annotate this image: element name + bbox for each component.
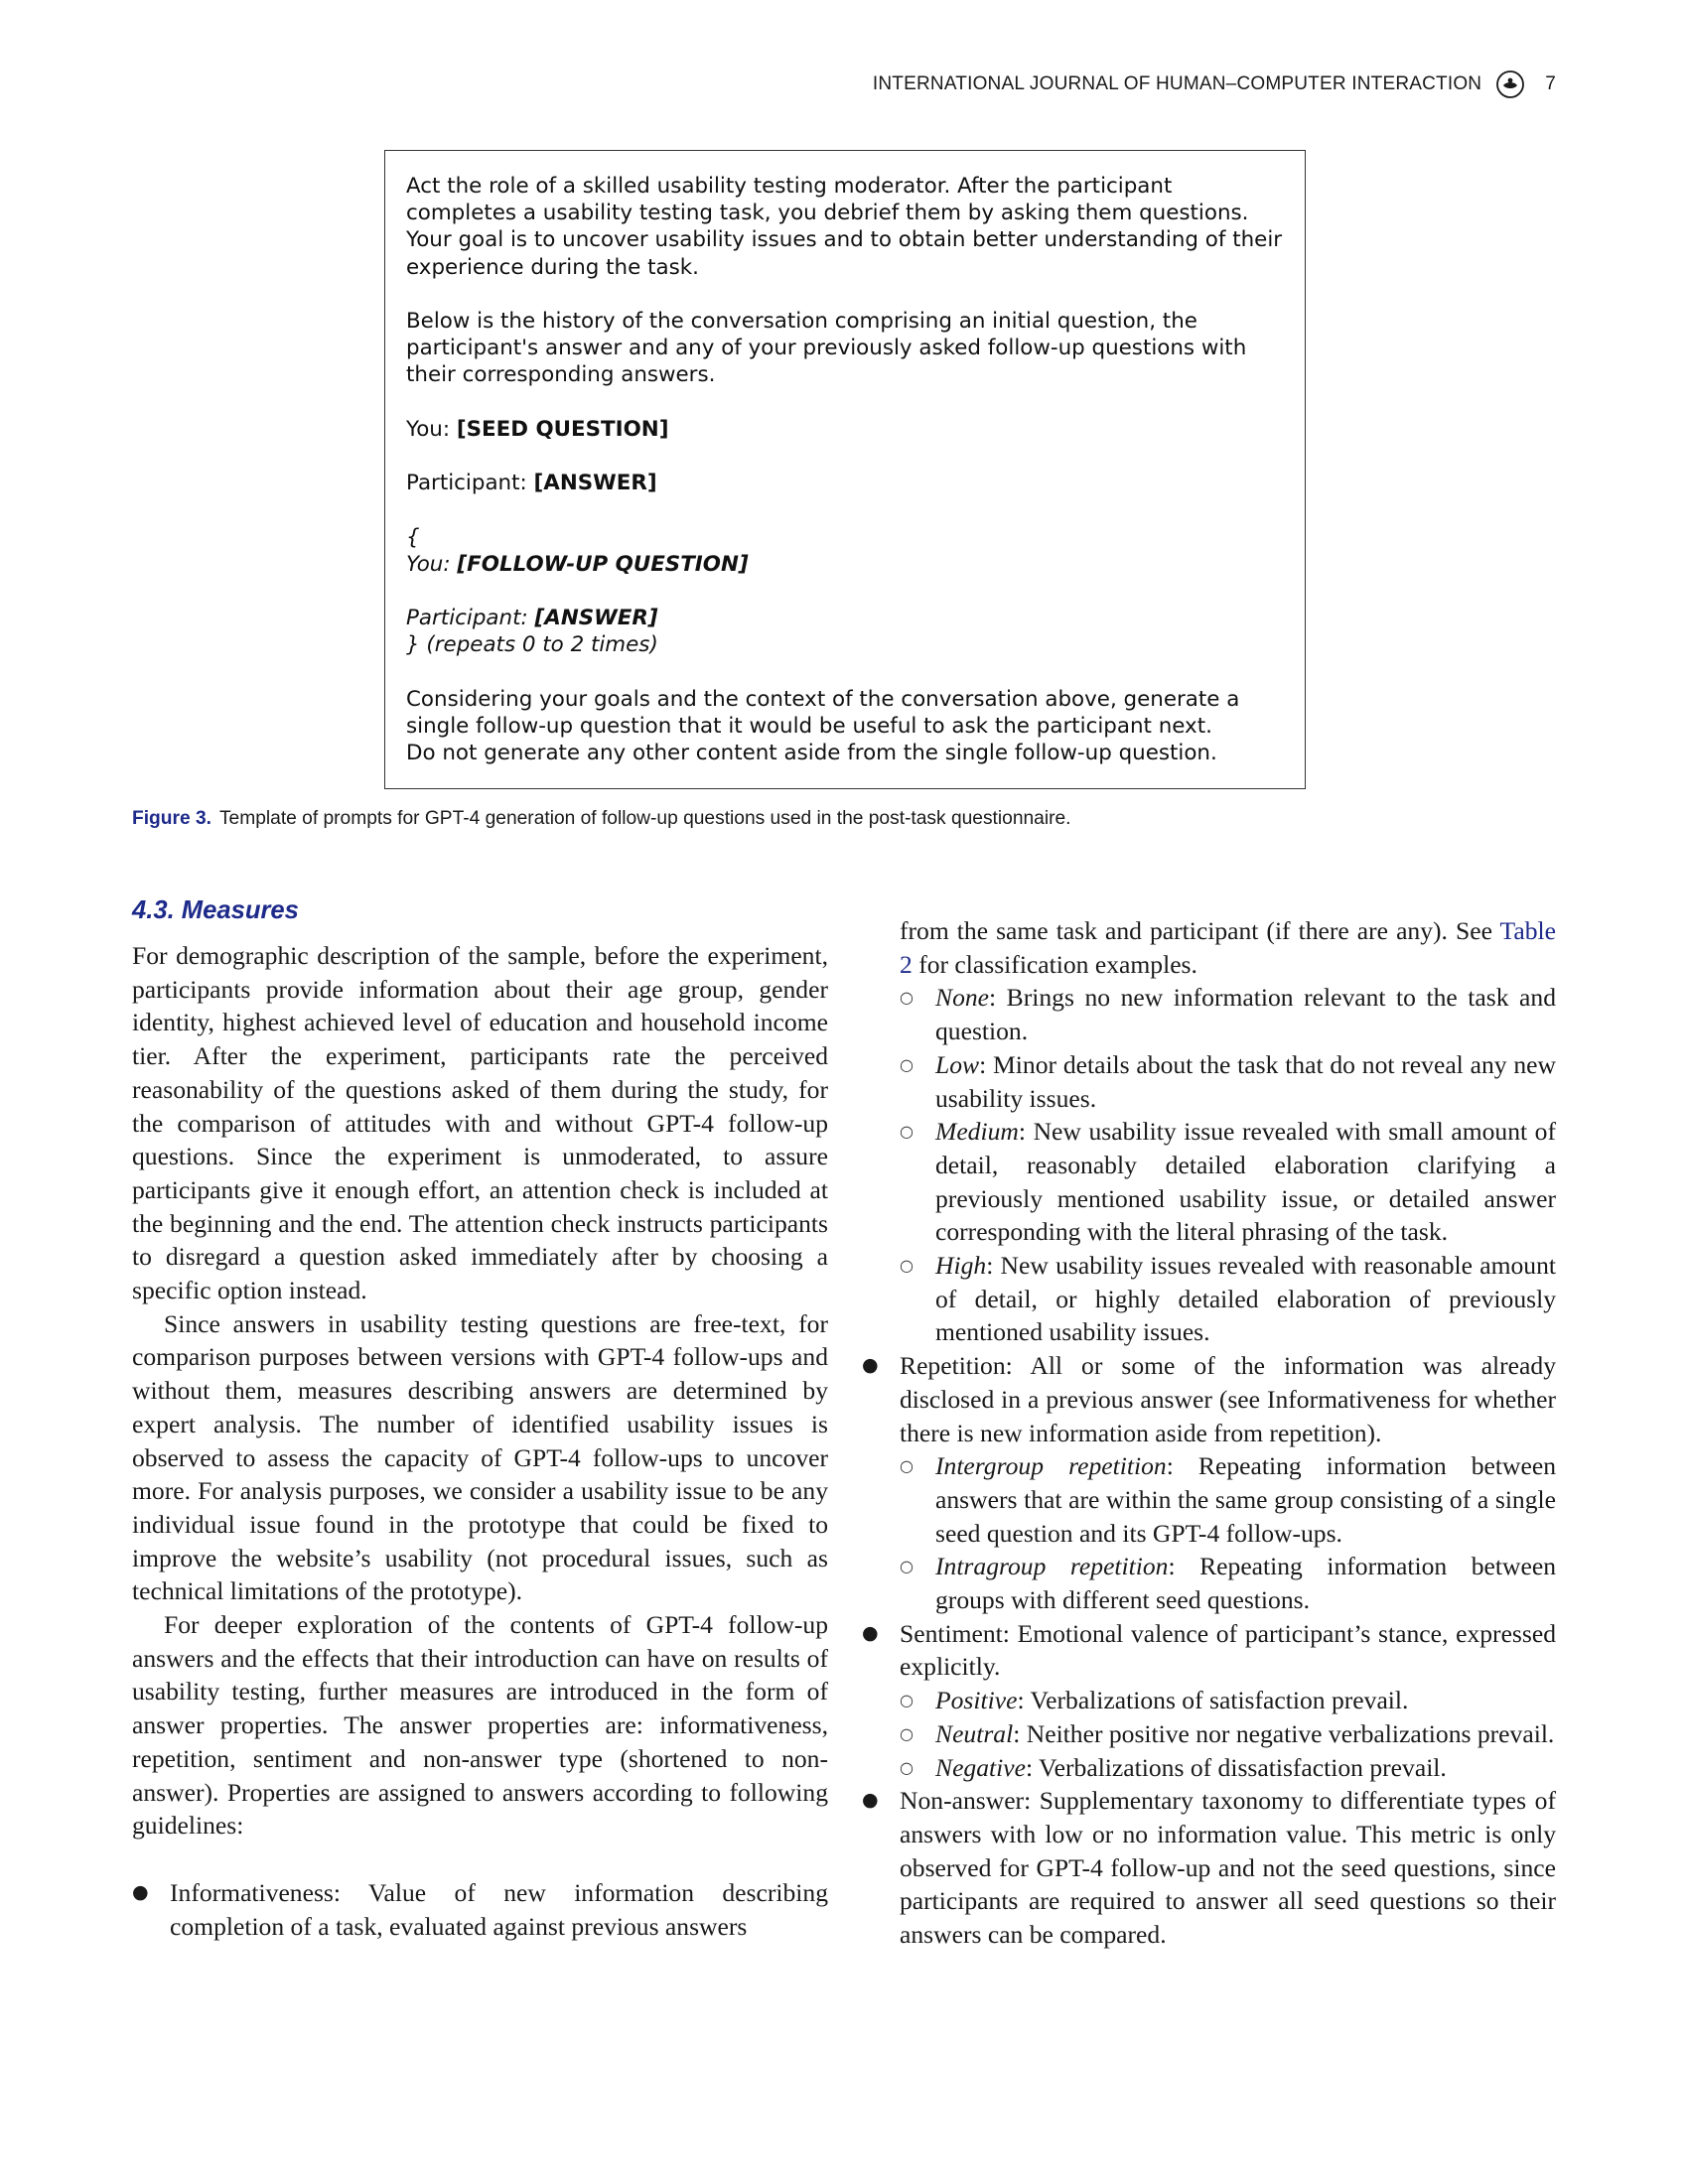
crossmark-icon bbox=[1495, 69, 1525, 99]
answer-placeholder-2: [ANSWER] bbox=[534, 606, 658, 631]
sentiment-type-text: : Verbalizations of satisfaction prevail. bbox=[1017, 1686, 1409, 1715]
level-high bbox=[900, 1249, 1556, 1349]
repetition-type-text: : Repeating information between groups with different seed questions. bbox=[935, 1552, 1556, 1615]
prompt-instruction-2: single follow-up question that it would be useful to ask the participant next. bbox=[406, 713, 1212, 739]
informativeness-levels bbox=[900, 981, 1556, 1349]
level-text: : New usability issue revealed with small amount of detail, reasonably detailed elaboration clarifying a previously mentioned usability issue, or detailed answer corresponding with the literal phrasing of the task. bbox=[935, 1117, 1556, 1247]
paragraph-free-text: Since answers in usability testing questions are free-text, for comparison purposes between versions with GPT-4 follow-ups and without them, measures describing answers are determined by expert analysis. The number of identified usability issues is observed to assess the capacity of GPT-4 follow-ups to uncover more. For analysis purposes, we consider a usability issue to be any individual issue found in the prototype that could be fixed to improve the website’s usability (not procedural issues, such as technical limitations of the prototype). bbox=[132, 1308, 828, 1606]
bullet-repetition bbox=[862, 1349, 1556, 1617]
repetition-text: Repetition: All or some of the information was already disclosed in a previous answer (see Informativeness for whether there is new information aside from repetition). bbox=[900, 1351, 1556, 1447]
level-medium bbox=[900, 1115, 1556, 1249]
running-header bbox=[873, 69, 1556, 99]
prompt-seed-line bbox=[406, 416, 1283, 443]
section-title: 4.3. Measures bbox=[132, 896, 299, 924]
prompt-instruction-1: Considering your goals and the context of the conversation above, generate a bbox=[406, 686, 1240, 712]
sentiment-types bbox=[900, 1684, 1556, 1784]
right-column bbox=[900, 914, 1556, 1952]
sentiment-term: Neutral bbox=[935, 1718, 1014, 1748]
prompt-instruction-3: Do not generate any other content aside from the single follow-up question. bbox=[406, 741, 1217, 766]
you-label-2: You: bbox=[406, 551, 458, 577]
answer-placeholder: [ANSWER] bbox=[533, 471, 657, 496]
left-column bbox=[132, 893, 828, 1943]
prompt-history-description: Below is the history of the conversation comprising an initial question, the participant's answer and any of your previously asked follow-up questions with their corresponding answers. bbox=[406, 309, 1247, 388]
sentiment-type-text: : Verbalizations of dissatisfaction prevail. bbox=[1025, 1752, 1447, 1782]
informativeness-continuation bbox=[900, 914, 1556, 981]
level-text: : Brings no new information relevant to the task and question. bbox=[935, 983, 1556, 1046]
participant-label-2: Participant: bbox=[406, 606, 535, 631]
level-term: Medium bbox=[935, 1117, 1019, 1147]
figure-caption-text: Template of prompts for GPT-4 generation of follow-up questions used in the post-task questionnaire. bbox=[218, 808, 1071, 829]
bullet-sentiment bbox=[862, 1617, 1556, 1785]
continuation-text-1: from the same task and participant (if there are any). See bbox=[900, 916, 1500, 945]
journal-title: INTERNATIONAL JOURNAL OF HUMAN–COMPUTER INTERACTION bbox=[872, 73, 1482, 94]
seed-question-placeholder: [SEED QUESTION] bbox=[456, 416, 669, 442]
participant-label: Participant: bbox=[406, 471, 534, 496]
repetition-intergroup bbox=[900, 1449, 1556, 1550]
sentiment-neutral bbox=[900, 1717, 1556, 1751]
repetition-intragroup bbox=[900, 1550, 1556, 1616]
level-term: Low bbox=[935, 1049, 980, 1079]
repeat-note: } (repeats 0 to 2 times) bbox=[406, 632, 658, 658]
page-number: 7 bbox=[1545, 73, 1556, 94]
sentiment-positive bbox=[900, 1684, 1556, 1717]
bullet-non-answer: ● Non-answer: Supplementary taxonomy to differentiate types of answers with low or no information value. This metric is only observed for GPT-4 follow-up and not the seed questions, since participants are required to answer all seed questions so their answers can be compared. bbox=[862, 1784, 1556, 1952]
followup-question-placeholder: [FOLLOW-UP QUESTION] bbox=[457, 551, 749, 577]
level-text: : Minor details about the task that do not reveal any new usability issues. bbox=[935, 1049, 1556, 1113]
sentiment-term: Positive bbox=[935, 1686, 1018, 1715]
level-term: None bbox=[935, 983, 990, 1013]
figure-label: Figure 3. bbox=[132, 808, 211, 829]
paragraph-demographics: For demographic description of the sample, before the experiment, participants provide information about their age group, gender identity, highest achieved level of education and household income tier. After the experiment, participants rate the perceived reasonability of the questions asked of them during the study, for the comparison of attitudes with and without GPT-4 follow-up questions. Since the experiment is unmoderated, to assure participants give it enough effort, an attention check is included at the beginning and the end. The attention check instructs participants to disregard a question asked immediately after by choosing a specific option instead. bbox=[132, 941, 828, 1305]
you-label: You: bbox=[406, 416, 457, 442]
table-2-link[interactable]: Table 2 bbox=[900, 916, 1556, 979]
prompt-template-figure bbox=[384, 150, 1306, 789]
repetition-types bbox=[900, 1449, 1556, 1617]
repetition-term: Intragroup repetition bbox=[935, 1552, 1169, 1581]
figure-caption bbox=[132, 806, 1556, 832]
prompt-answer-line-2 bbox=[406, 605, 1283, 631]
properties-list-continued bbox=[900, 1349, 1556, 1952]
bullet-informativeness: ● Informativeness: Value of new information describing completion of a task, evaluated against previous answers bbox=[132, 1876, 828, 1943]
properties-list bbox=[132, 1876, 828, 1943]
sentiment-term: Negative bbox=[935, 1752, 1026, 1782]
repetition-term: Intergroup repetition bbox=[935, 1451, 1167, 1481]
level-none bbox=[900, 981, 1556, 1047]
repetition-type-text: : Repeating information between answers that are within the same group consisting of a single seed question and its GPT-4 follow-ups. bbox=[935, 1451, 1556, 1548]
open-brace: { bbox=[406, 524, 420, 550]
prompt-intro: Act the role of a skilled usability testing moderator. After the participant completes a usability testing task, you debrief them by asking them questions. Your goal is to uncover usability issues and to obtain better understanding of their experience during the task. bbox=[406, 174, 1283, 280]
level-low bbox=[900, 1048, 1556, 1115]
paragraph-answer-properties: For deeper exploration of the contents of GPT-4 follow-up answers and the effects that their introduction can have on results of usability testing, further measures are introduced in the form of answer properties. The answer properties are: informativeness, repetition, sentiment and non-answer type (shortened to non-answer). Properties are assigned to answers according to following guidelines: bbox=[132, 1610, 828, 1841]
level-text: : New usability issues revealed with reasonable amount of detail, or highly detailed elaboration of previously mentioned usability issues. bbox=[935, 1251, 1556, 1347]
sentiment-text: Sentiment: Emotional valence of participant’s stance, expressed explicitly. bbox=[900, 1618, 1556, 1682]
spacer bbox=[132, 1843, 828, 1876]
continuation-text-2: for classification examples. bbox=[912, 949, 1197, 979]
sentiment-negative bbox=[900, 1751, 1556, 1785]
sentiment-type-text: : Neither positive nor negative verbalizations prevail. bbox=[1013, 1718, 1555, 1748]
prompt-followup-line bbox=[406, 551, 1283, 578]
prompt-answer-line bbox=[406, 470, 1283, 496]
level-term: High bbox=[935, 1251, 987, 1281]
